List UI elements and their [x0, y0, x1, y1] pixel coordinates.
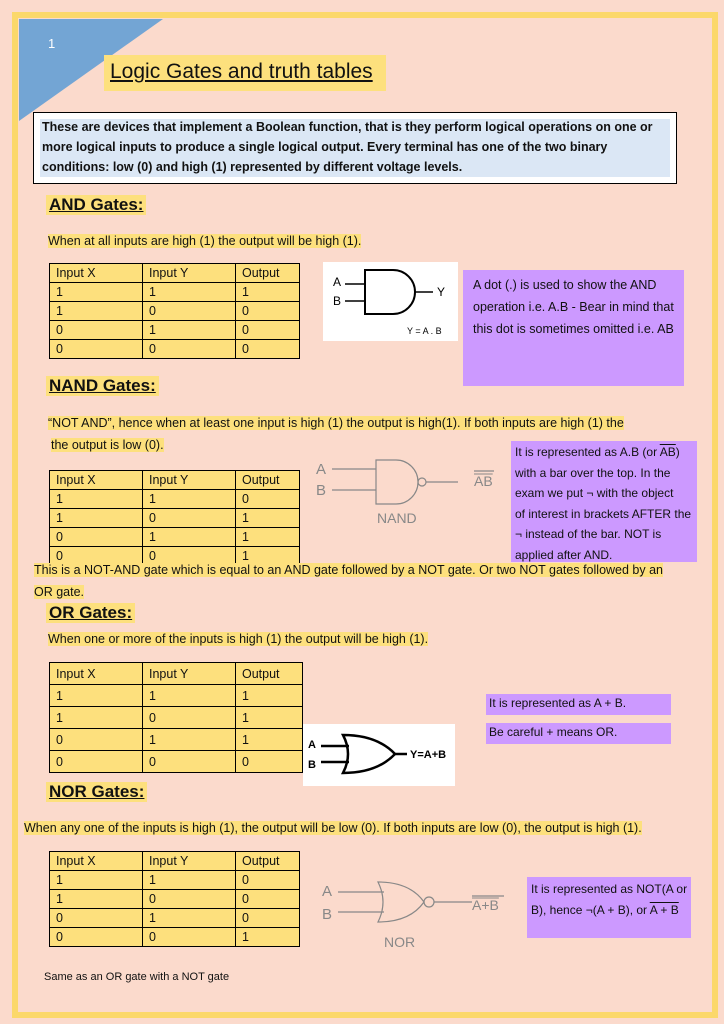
- table-cell: 0: [50, 340, 143, 359]
- and-caption: Y = A . B: [407, 326, 442, 336]
- table-header-cell: Output: [236, 471, 300, 490]
- table-row: [50, 490, 300, 509]
- nand-note-close: ): [675, 445, 680, 459]
- table-row: [50, 928, 300, 947]
- nand-footer-line1: This is a NOT-AND gate which is equal to an AND gate followed by a NOT gate. Or two NOT gates followed by an: [34, 563, 663, 577]
- page-title: Logic Gates and truth tables: [110, 60, 373, 83]
- table-cell: 0: [143, 547, 236, 566]
- table-header-cell: Input Y: [143, 471, 236, 490]
- table-cell: 0: [236, 890, 300, 909]
- table-cell: 0: [236, 340, 300, 359]
- table-cell: 0: [236, 490, 300, 509]
- nand-note-line6: applied after AND.: [515, 547, 613, 562]
- and-truth-table: [49, 263, 300, 359]
- table-cell: 0: [50, 547, 143, 566]
- table-cell: 0: [143, 928, 236, 947]
- table-cell: 1: [236, 685, 303, 707]
- or-output-label: Y=A+B: [410, 749, 447, 761]
- table-header-cell: Input X: [50, 663, 143, 685]
- nand-truth-table-body: [50, 471, 300, 566]
- table-cell: 0: [50, 729, 143, 751]
- table-row: [50, 729, 303, 751]
- table-row: [50, 302, 300, 321]
- nand-note: [511, 441, 697, 562]
- or-gate-symbol: [303, 724, 455, 786]
- table-row: [50, 528, 300, 547]
- table-cell: 0: [143, 751, 236, 773]
- table-cell: 0: [50, 928, 143, 947]
- or-truth-table: [49, 662, 303, 773]
- table-cell: 1: [236, 509, 300, 528]
- and-output-label: Y: [437, 285, 446, 299]
- and-gate-symbol: [323, 262, 458, 341]
- nand-gate-symbol: [312, 452, 502, 530]
- table-header-cell: Output: [236, 663, 303, 685]
- table-header-row: [50, 663, 303, 685]
- table-header-row: [50, 852, 300, 871]
- table-row: [50, 685, 303, 707]
- table-header-row: [50, 471, 300, 490]
- nor-note: [527, 877, 691, 938]
- and-input-b-label: B: [333, 294, 342, 308]
- nor-truth-table: [49, 851, 300, 947]
- nand-description-line1: “NOT AND”, hence when at least one input is high (1) the output is high(1). If both inputs are high (1) the: [48, 416, 624, 430]
- table-cell: 0: [50, 528, 143, 547]
- table-cell: 0: [50, 321, 143, 340]
- nor-input-b-label: B: [322, 906, 333, 923]
- nor-footer: Same as an OR gate with a NOT gate: [44, 971, 230, 983]
- table-cell: 0: [143, 707, 236, 729]
- table-cell: 1: [143, 685, 236, 707]
- table-cell: 1: [236, 707, 303, 729]
- nand-description-line2: the output is low (0).: [51, 438, 164, 452]
- table-cell: 0: [50, 751, 143, 773]
- table-cell: 1: [50, 871, 143, 890]
- nor-description: When any one of the inputs is high (1), the output will be low (0). If both inputs are low (0), the output is high (1).: [24, 821, 642, 835]
- table-cell: 1: [236, 547, 300, 566]
- table-cell: 1: [143, 321, 236, 340]
- nand-note-line5: ¬ instead of the bar. NOT is: [515, 527, 662, 541]
- table-header-cell: Input X: [50, 264, 143, 283]
- or-note-2: Be careful + means OR.: [486, 723, 671, 744]
- table-row: [50, 321, 300, 340]
- table-cell: 1: [50, 707, 143, 729]
- and-note: A dot (.) is used to show the AND operation i.e. A.B - Bear in mind that this dot is sometimes omitted i.e. AB: [463, 270, 684, 386]
- table-cell: 0: [143, 302, 236, 321]
- table-cell: 1: [143, 490, 236, 509]
- table-row: [50, 509, 300, 528]
- and-input-a-label: A: [333, 275, 342, 289]
- table-cell: 1: [143, 871, 236, 890]
- table-cell: 0: [236, 871, 300, 890]
- nand-note-line2: with a bar over the top. In the: [515, 465, 671, 480]
- intro-text: These are devices that implement a Boolean function, that is they perform logical operations on one or more logical inputs to produce a single logical output. Every terminal has one of the two binary conditions: low (0) and high (1) represented by different voltage levels.: [42, 120, 653, 174]
- nor-output-label: A+B: [472, 897, 499, 913]
- nand-input-b-label: B: [316, 482, 327, 499]
- table-cell: 1: [50, 490, 143, 509]
- nand-note-prefix: It is represented as A.B (or: [515, 445, 660, 459]
- table-cell: 1: [236, 283, 300, 302]
- nor-input-a-label: A: [322, 883, 333, 900]
- nand-note-line3: exam we put ¬ with the object: [515, 486, 674, 500]
- table-header-cell: Output: [236, 264, 300, 283]
- nor-truth-table-body: [50, 852, 300, 947]
- or-input-b-label: B: [308, 759, 316, 771]
- nor-caption: NOR: [384, 934, 416, 950]
- nor-heading: NOR Gates:: [46, 782, 147, 802]
- nand-output-label: AB: [474, 473, 493, 489]
- table-row: [50, 909, 300, 928]
- table-row: [50, 340, 300, 359]
- table-cell: 1: [50, 509, 143, 528]
- table-cell: 0: [143, 890, 236, 909]
- table-header-cell: Output: [236, 852, 300, 871]
- or-gate-diagram: [303, 724, 455, 786]
- table-cell: 1: [143, 283, 236, 302]
- table-cell: 1: [236, 528, 300, 547]
- table-cell: 0: [236, 302, 300, 321]
- or-description: When one or more of the inputs is high (1) the output will be high (1).: [48, 632, 429, 646]
- table-cell: 1: [50, 283, 143, 302]
- table-cell: 0: [143, 509, 236, 528]
- table-cell: 0: [236, 751, 303, 773]
- nor-note-bar-text: A + B: [649, 903, 679, 917]
- table-cell: 0: [236, 909, 300, 928]
- or-input-a-label: A: [308, 739, 316, 751]
- nand-input-a-label: A: [316, 461, 327, 478]
- table-cell: 1: [143, 528, 236, 547]
- table-row: [50, 871, 300, 890]
- table-header-cell: Input Y: [143, 264, 236, 283]
- table-cell: 1: [143, 729, 236, 751]
- table-cell: 1: [50, 890, 143, 909]
- intro-box: [33, 112, 677, 184]
- table-cell: 0: [143, 340, 236, 359]
- nand-caption: NAND: [377, 510, 417, 526]
- table-cell: 0: [50, 909, 143, 928]
- table-row: [50, 283, 300, 302]
- table-row: [50, 751, 303, 773]
- table-cell: 1: [143, 909, 236, 928]
- table-cell: 0: [236, 321, 300, 340]
- nor-note-prefix: B), hence ¬(A + B), or: [531, 903, 650, 917]
- table-header-cell: Input X: [50, 471, 143, 490]
- nor-note-line1: It is represented as NOT(A or: [531, 882, 688, 896]
- table-header-row: [50, 264, 300, 283]
- nand-note-line4: of interest in brackets AFTER the: [515, 506, 692, 521]
- nand-footer-line2: OR gate.: [34, 585, 85, 599]
- nand-truth-table: [49, 470, 300, 566]
- and-gate-diagram: [323, 262, 458, 341]
- and-truth-table-body: [50, 264, 300, 359]
- nor-gate-diagram: [316, 872, 516, 952]
- and-heading: AND Gates:: [46, 195, 146, 215]
- nand-note-bar-text: $\overline{AB}$: [659, 445, 676, 459]
- nor-gate-symbol: [316, 872, 516, 952]
- and-description: When at all inputs are high (1) the output will be high (1).: [48, 234, 362, 248]
- table-header-cell: Input Y: [143, 663, 236, 685]
- or-note-1: It is represented as A + B.: [486, 694, 671, 715]
- table-row: [50, 890, 300, 909]
- table-cell: 1: [50, 685, 143, 707]
- table-header-cell: Input X: [50, 852, 143, 871]
- nand-gate-diagram: [312, 452, 502, 530]
- table-header-cell: Input Y: [143, 852, 236, 871]
- page-number: 1: [48, 36, 56, 51]
- table-row: [50, 707, 303, 729]
- or-truth-table-body: [50, 663, 303, 773]
- nand-heading: NAND Gates:: [46, 376, 159, 396]
- table-cell: 1: [50, 302, 143, 321]
- nand-note-line1: [515, 442, 693, 463]
- table-cell: 1: [236, 729, 303, 751]
- table-cell: 1: [236, 928, 300, 947]
- nor-note-line2: [531, 900, 687, 921]
- or-heading: OR Gates:: [46, 603, 135, 623]
